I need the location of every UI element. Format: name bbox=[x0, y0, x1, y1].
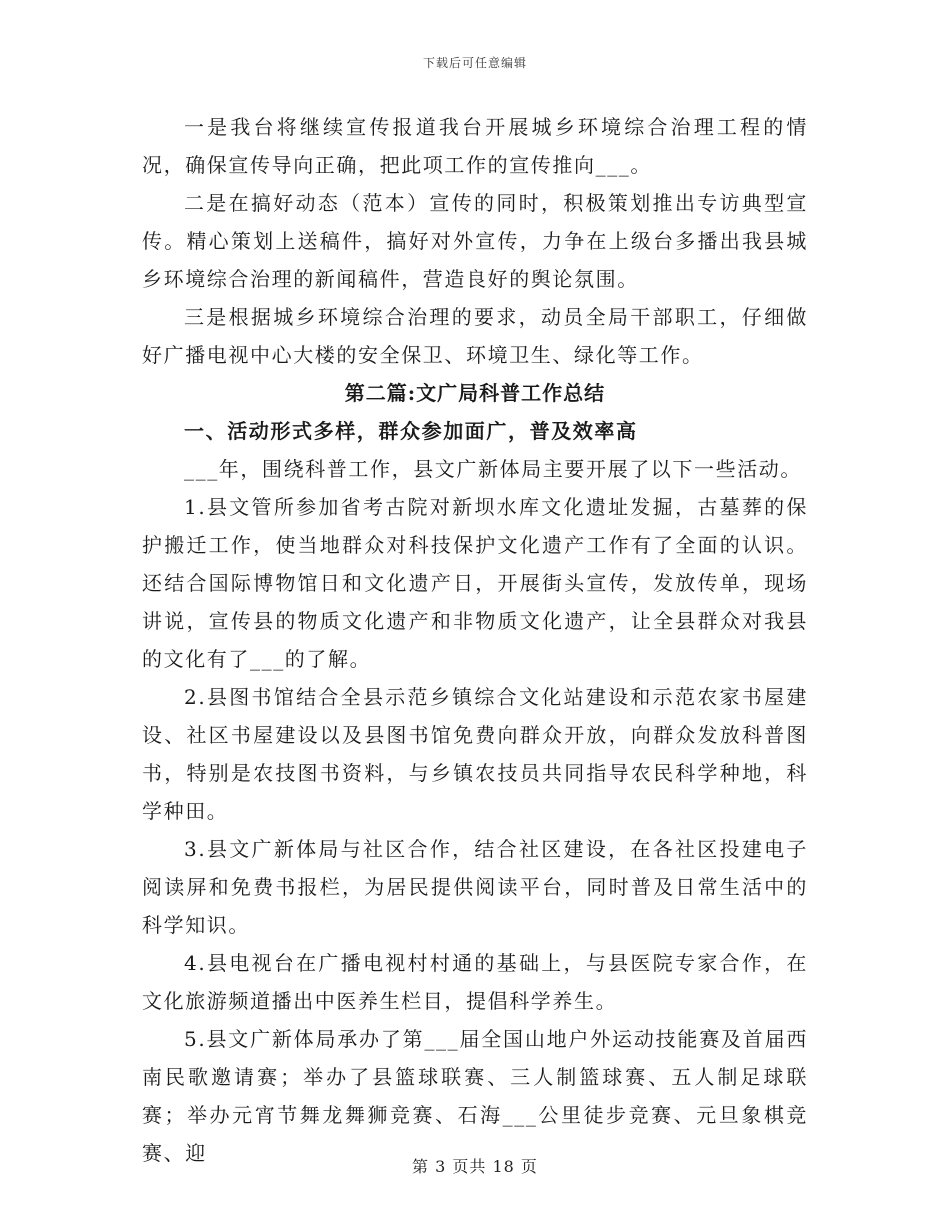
paragraph-5: 1.县文管所参加省考古院对新坝水库文化遗址发掘，古墓葬的保护搬迁工作，使当地群众对科技保护文化遗产工作有了全面的认识。还结合国际博物馆日和文化遗产日，开展街头宣传，发放传单，现场讲说，宣传县的物质文化遗产和非物质文化遗产，让全县群众对我县的文化有了___的了解。 bbox=[142, 495, 808, 671]
paragraph-4: ___年，围绕科普工作，县文广新体局主要开展了以下一些活动。 bbox=[184, 457, 802, 481]
section-title: 第二篇:文广局科普工作总结 bbox=[344, 381, 606, 405]
page-footer: 第 3 页共 18 页 bbox=[412, 1157, 538, 1176]
document-body bbox=[142, 108, 808, 1172]
section-subheading: 一、活动形式多样，群众参加面广，普及效率高 bbox=[184, 419, 638, 443]
paragraph-3: 三是根据城乡环境综合治理的要求，动员全局干部职工，仔细做好广播电视中心大楼的安全保卫、环境卫生、绿化等工作。 bbox=[142, 305, 808, 367]
page-header: 下载后可任意编辑 bbox=[422, 56, 527, 70]
paragraph-8: 4.县电视台在广播电视村村通的基础上，与县医院专家合作，在文化旅游频道播出中医养生栏目，提倡科学养生。 bbox=[142, 951, 808, 1013]
paragraph-2: 二是在搞好动态（范本）宣传的同时，积极策划推出专访典型宣传。精心策划上送稿件，搞好对外宣传，力争在上级台多播出我县城乡环境综合治理的新闻稿件，营造良好的舆论氛围。 bbox=[142, 191, 808, 291]
paragraph-9: 5.县文广新体局承办了第___届全国山地户外运动技能赛及首届西南民歌邀请赛；举办了县篮球联赛、三人制篮球赛、五人制足球联赛；举办元宵节舞龙舞狮竞赛、石海___公里徒步竞赛、元旦象棋竞赛、迎 bbox=[142, 1027, 808, 1165]
paragraph-7: 3.县文广新体局与社区合作，结合社区建设，在各社区投建电子阅读屏和免费书报栏，为居民提供阅读平台，同时普及日常生活中的科学知识。 bbox=[142, 837, 808, 937]
paragraph-1: 一是我台将继续宣传报道我台开展城乡环境综合治理工程的情况，确保宣传导向正确，把此项工作的宣传推向___。 bbox=[142, 115, 808, 177]
paragraph-6: 2.县图书馆结合全县示范乡镇综合文化站建设和示范农家书屋建设、社区书屋建设以及县图书馆免费向群众开放，向群众发放科普图书，特别是农技图书资料，与乡镇农技员共同指导农民科学种地，科学种田。 bbox=[142, 685, 808, 823]
